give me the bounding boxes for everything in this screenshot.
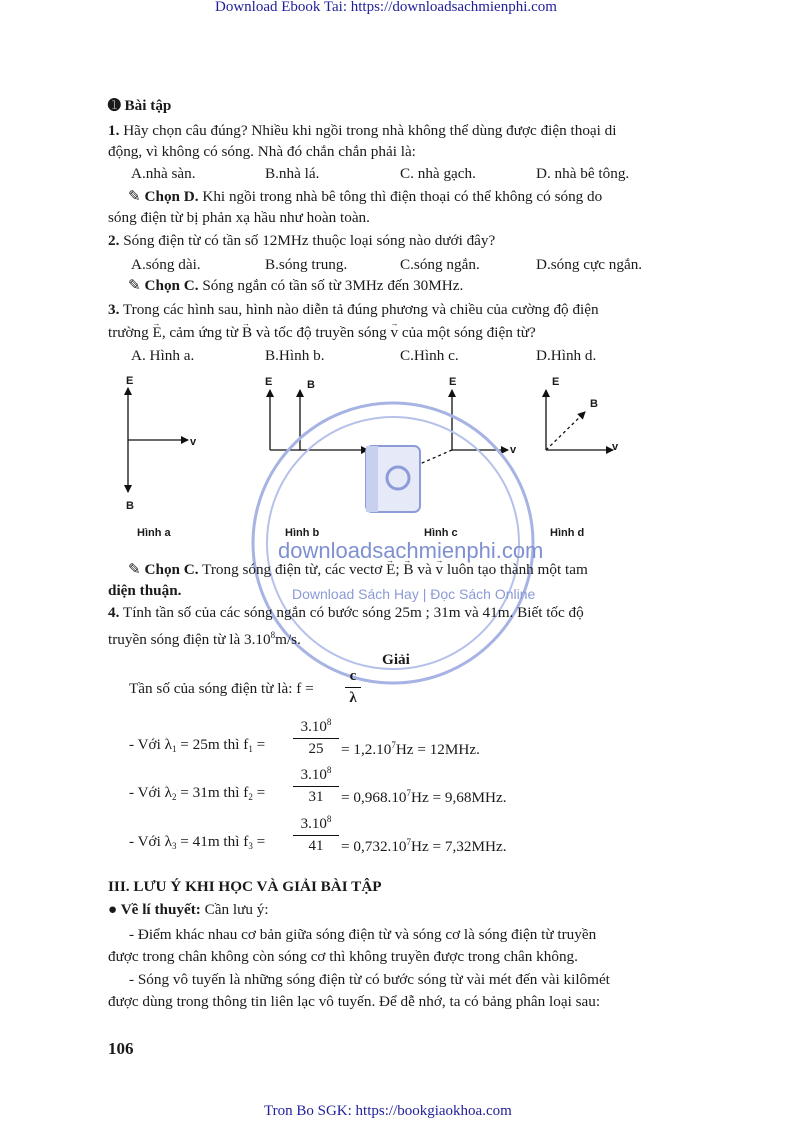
q4-l2-sup: 8 (270, 630, 276, 640)
q1-number: 1. (108, 122, 120, 139)
q2-answer (128, 277, 463, 295)
q1-text-line1 (108, 122, 617, 140)
q4-number: 4. (108, 604, 120, 621)
row1-num: 3.10 (300, 719, 327, 735)
figure-d (546, 390, 613, 450)
fig-b-caption: Hình b (285, 527, 320, 539)
row3-den: 41 (308, 838, 324, 854)
q1-choose: Chọn D. (144, 188, 199, 205)
row1-fraction (293, 717, 339, 758)
q1-answer-line2: sóng điện từ bị phản xạ hầu như hoàn toàn. (108, 209, 370, 226)
q2-choose: Chọn C. (144, 277, 199, 294)
fig-a-e-label: E (126, 375, 134, 387)
part3-p2-line1: - Sóng vô tuyến là những sóng điện từ có bước sóng từ vài mét đến vài kilômét (129, 971, 610, 988)
q2-answer-text: Sóng ngắn có tần số từ 3MHz đến 30MHz. (198, 277, 464, 294)
pencil-icon: ✎ (128, 188, 141, 205)
row3-pre: - Với λ (129, 833, 172, 850)
q3-question: Trong các hình sau, hình nào diễn tả đúng phương và chiều của cường độ điện (119, 301, 599, 318)
row2-res-b: Hz = 9,68MHz. (411, 789, 507, 806)
row2-res-sup: 7 (406, 788, 412, 798)
fig-d-v-label: v (612, 441, 619, 453)
fig-c-e-label: E (449, 376, 457, 388)
row2-mid: = 31m thì f (176, 784, 249, 801)
q1-option-d: D. nhà bê tông. (536, 165, 630, 182)
pencil-icon: ✎ (128, 561, 141, 578)
row2-num-sup: 8 (326, 765, 332, 775)
q2-option-d: D.sóng cực ngắn. (536, 256, 643, 273)
row2-eq: = (252, 784, 266, 801)
solution-row-2 (129, 784, 265, 806)
q3-choose: Chọn C. (144, 561, 199, 578)
q3-ans-d: luôn tạo thành một tam (443, 561, 588, 578)
q4-question: Tính tần số của các sóng ngắn có bước sóng 25m ; 31m và 41m. Biết tốc độ (119, 604, 584, 621)
vector-e: → E (153, 324, 162, 341)
row3-eq: = (252, 833, 266, 850)
row1-den: 25 (308, 741, 324, 757)
fig-b-e-label: E (265, 376, 273, 388)
part3-p1-line1: - Điểm khác nhau cơ bản giữa sóng điện từ và sóng cơ là sóng điện từ truyền (129, 926, 597, 943)
q1-option-a: A.nhà sàn. (131, 165, 196, 182)
row1-pre: - Với λ (129, 736, 172, 753)
row3-idx: 3 (171, 841, 177, 851)
q2-number: 2. (108, 232, 120, 249)
row1-res-sup: 7 (391, 740, 396, 750)
q2-option-c: C.sóng ngắn. (400, 256, 480, 273)
row2-result (341, 784, 507, 807)
vector-e: → E (386, 561, 395, 578)
solution-row-3 (129, 833, 265, 855)
section-bullet: ➊ (108, 97, 121, 114)
row2-res-a: = 0,968.10 (341, 789, 407, 806)
q3-text-line2 (108, 324, 536, 342)
q2-option-a: A.sóng dài. (131, 256, 201, 273)
theory-bullet: ● (108, 901, 118, 918)
q4-l2a: truyền sóng điện từ là 3.10 (108, 631, 271, 648)
fig-d-b-arrow (546, 412, 585, 450)
row2-fraction (293, 765, 339, 806)
q3-l2a: trường (108, 324, 153, 341)
q3-option-b: B.Hình b. (265, 347, 325, 364)
footer-book-link[interactable]: Tron Bo SGK: https://bookgiaokhoa.com (264, 1103, 512, 1119)
part3-heading: III. LƯU Ý KHI HỌC VÀ GIẢI BÀI TẬP (108, 878, 382, 895)
header-download-link[interactable]: Download Ebook Tai: https://downloadsachmienphi.com (215, 0, 557, 15)
vector-b: → B (403, 561, 413, 578)
fig-c-v-label: v (510, 444, 517, 456)
part3-p2-line2: được dùng trong thông tin liên lạc vô tuyến. Để dễ nhớ, ta có bảng phân loại sau: (108, 993, 601, 1010)
row3-res-a: = 0,732.10 (341, 838, 407, 855)
row2-fidx: 2 (248, 792, 253, 802)
q3-l2c: và tốc độ truyền sóng (252, 324, 391, 341)
formula-fraction (345, 668, 361, 707)
fig-a-caption: Hình a (137, 527, 171, 539)
q1-text: Hãy chọn câu đúng? Nhiều khi ngồi trong nhà không thể dùng được điện thoại di (119, 122, 617, 139)
row1-result (341, 736, 480, 759)
fig-c-caption: Hình c (424, 527, 458, 539)
figure-a (128, 388, 188, 492)
solution-row-1 (129, 736, 265, 758)
q3-ans-b: ; (395, 561, 404, 578)
row2-idx: 2 (171, 792, 177, 802)
q1-option-b: B.nhà lá. (265, 165, 320, 182)
q1-answer-line1 (128, 188, 602, 206)
q3-l2d: của một sóng điện từ? (398, 324, 536, 341)
fig-d-e-label: E (552, 376, 560, 388)
q3-l2b: , cảm ứng từ (161, 324, 242, 341)
row1-idx: 1 (171, 744, 177, 754)
row1-res-a: = 1,2.10 (341, 741, 392, 758)
q2-question: Sóng điện từ có tần số 12MHz thuộc loại sóng nào dưới đây? (119, 232, 496, 249)
theory-label: Về lí thuyết: (117, 901, 201, 918)
row3-res-b: Hz = 7,32MHz. (411, 838, 507, 855)
theory-text: Cần lưu ý: (200, 901, 269, 918)
q2-option-b: B.sóng trung. (265, 256, 348, 273)
row3-num: 3.10 (300, 816, 327, 832)
q3-ans-c: và (413, 561, 436, 578)
q1-answer-text: Khi ngồi trong nhà bê tông thì điện thoại có thể không có sóng do (198, 188, 603, 205)
q3-option-c: C.Hình c. (400, 347, 459, 364)
row1-num-sup: 8 (326, 717, 332, 727)
formula-label: Tần số của sóng điện từ là: f = (129, 680, 314, 697)
q3-answer-line2: diện thuận. (108, 582, 182, 599)
row2-pre: - Với λ (129, 784, 172, 801)
q3-option-d: D.Hình d. (536, 347, 597, 364)
row3-mid: = 41m thì f (176, 833, 249, 850)
vector-v: → v (390, 324, 398, 341)
solution-title: Giải (382, 651, 410, 668)
q4-l2b: m/s. (275, 631, 301, 648)
q3-number: 3. (108, 301, 120, 318)
row2-num: 3.10 (300, 767, 327, 783)
page-number: 106 (108, 1039, 134, 1058)
row1-mid: = 25m thì f (176, 736, 249, 753)
theory-line (108, 901, 269, 919)
formula-denominator: λ (349, 690, 357, 706)
row3-result (341, 833, 507, 856)
fig-d-b-label: B (590, 398, 598, 410)
fig-d-caption: Hình d (550, 527, 585, 539)
pencil-icon: ✎ (128, 277, 141, 294)
row3-fidx: 3 (248, 841, 253, 851)
fig-b-b-label: B (307, 379, 315, 391)
watermark-tagline: Download Sách Hay | Đọc Sách Online (292, 586, 536, 602)
q1-option-c: C. nhà gạch. (400, 165, 476, 182)
row1-fidx: 1 (248, 744, 253, 754)
q4-text-line2 (108, 626, 301, 649)
fig-a-v-label: v (190, 436, 197, 448)
row1-eq: = (252, 736, 266, 753)
q1-text-line2: động, vì không có sóng. Nhà đó chắn chắn phải là: (108, 143, 416, 160)
q3-ans-a: Trong sóng điện từ, các vectơ (198, 561, 387, 578)
row3-res-sup: 7 (406, 837, 412, 847)
watermark-site: downloadsachmienphi.com (278, 538, 544, 563)
vector-v: → v (435, 561, 443, 578)
part3-p1-line2: được trong chân không còn sóng cơ thì không truyền được trong chân không. (108, 948, 578, 965)
section-title (108, 97, 171, 115)
formula-numerator: c (349, 668, 357, 684)
q3-answer-line1 (128, 561, 588, 579)
row3-num-sup: 8 (326, 814, 332, 824)
q3-option-a: A. Hình a. (131, 347, 195, 364)
row1-res-b: Hz = 12MHz. (395, 741, 480, 758)
vector-b: → B (242, 324, 252, 341)
q4-text-line1 (108, 604, 584, 622)
row3-fraction (293, 814, 339, 855)
fig-a-b-label: B (126, 500, 134, 512)
q2-text (108, 232, 495, 250)
section-title-text: Bài tập (124, 97, 172, 114)
q3-text-line1 (108, 301, 599, 319)
row2-den: 31 (308, 789, 324, 805)
